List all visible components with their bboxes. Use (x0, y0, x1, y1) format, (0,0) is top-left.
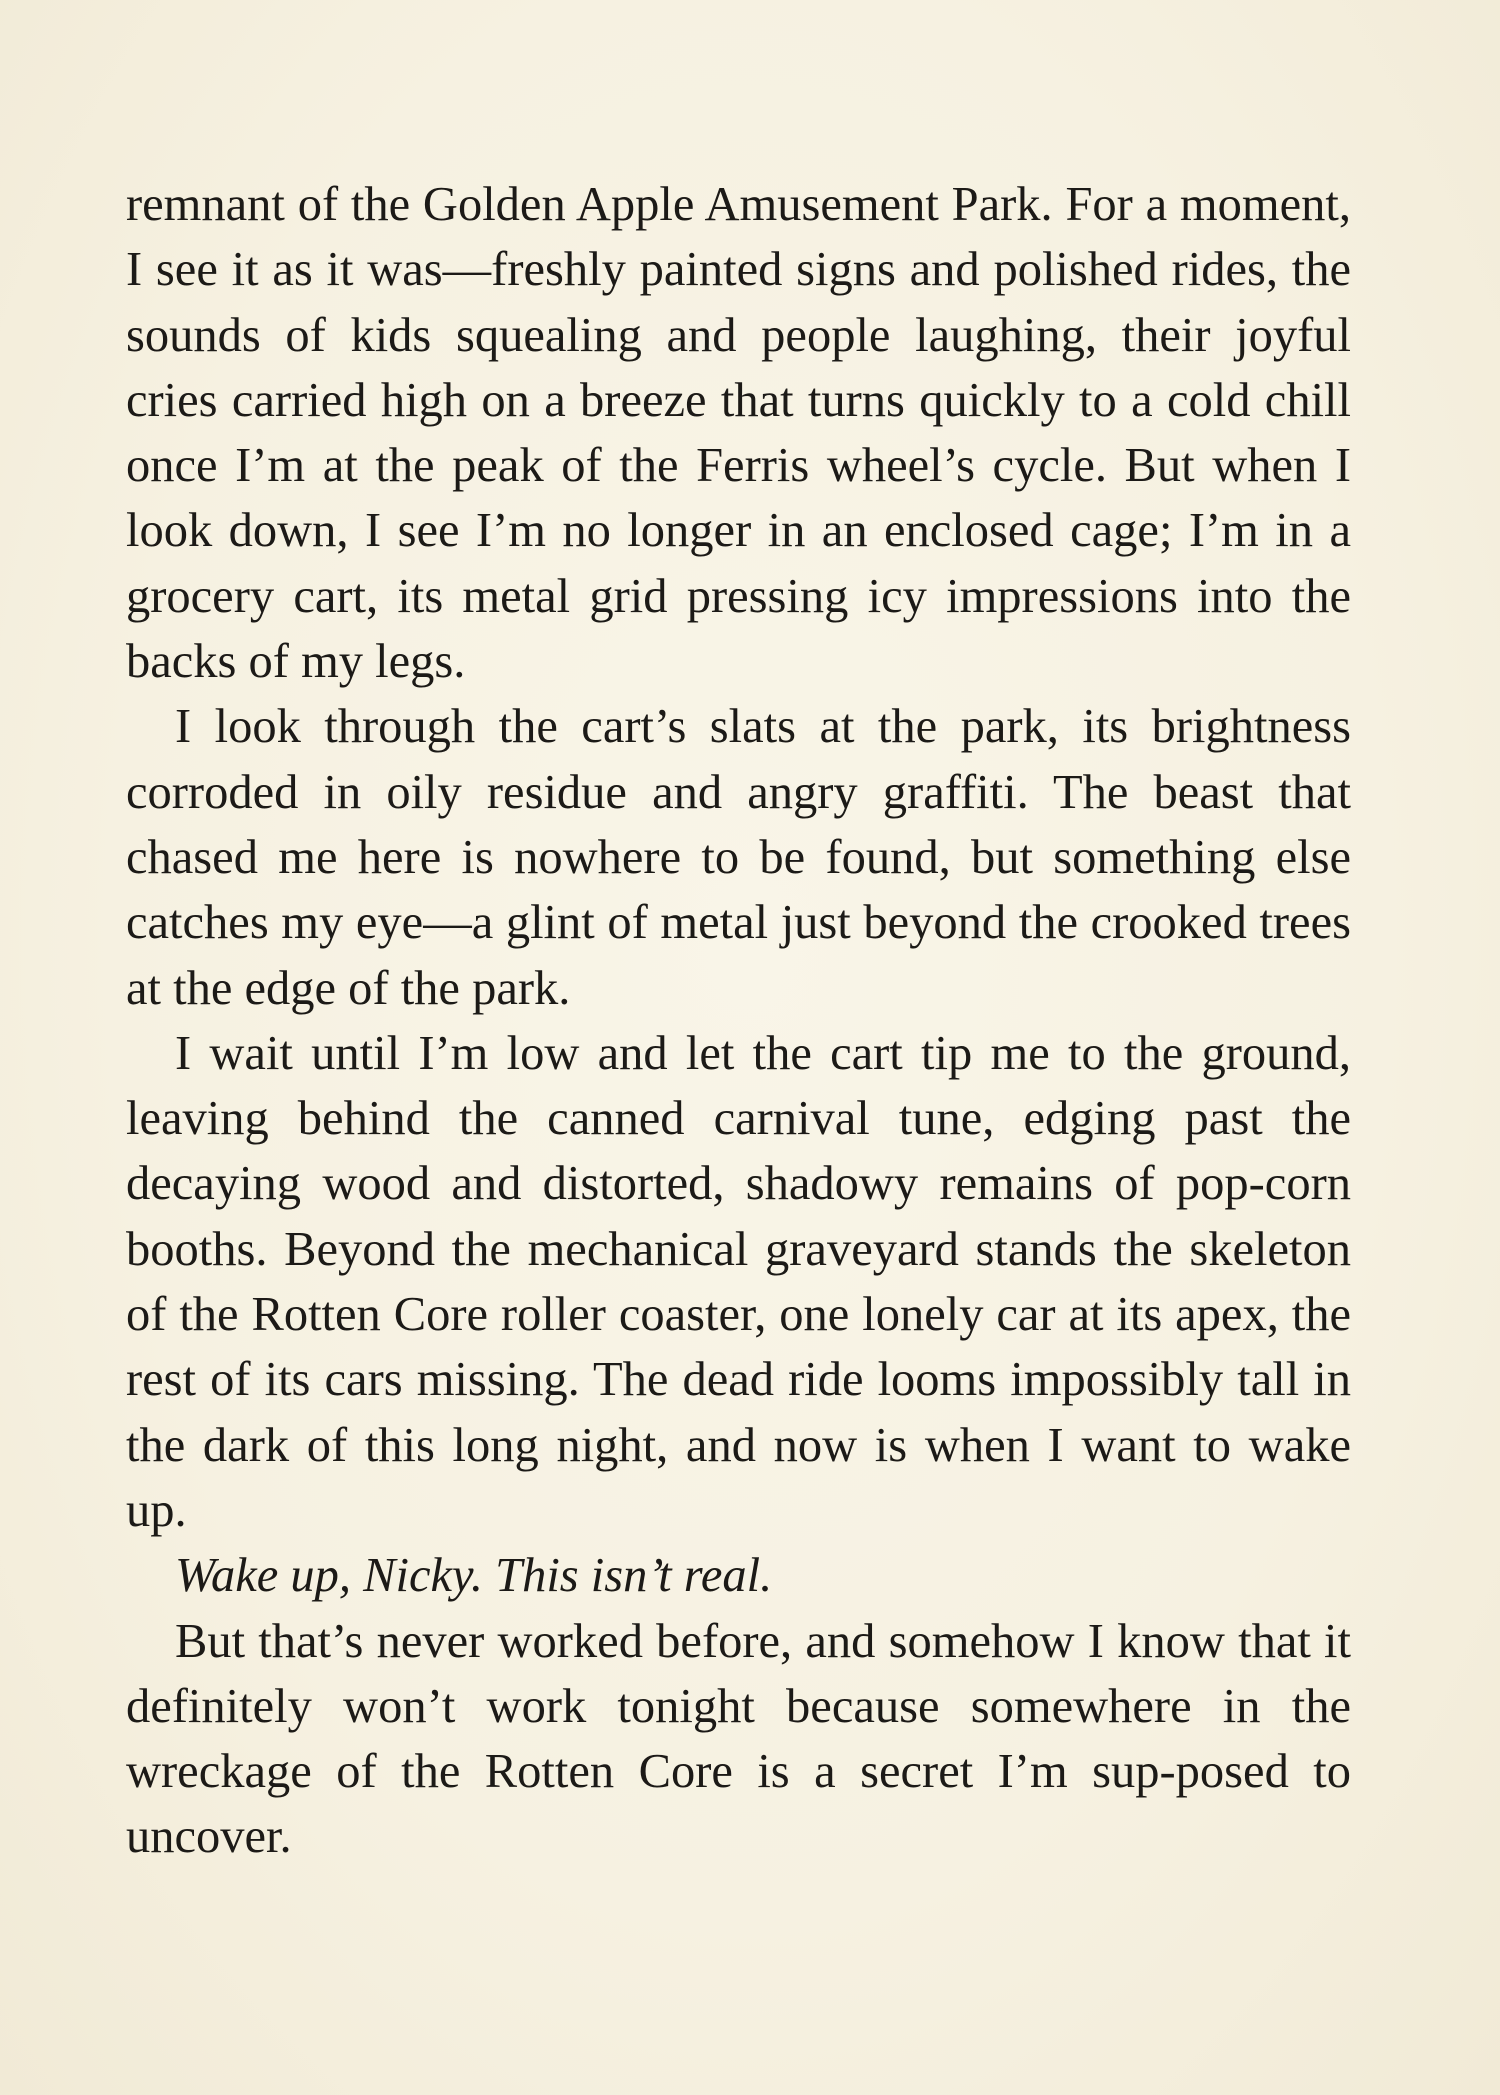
paragraph-4-italic-thought: Wake up, Nicky. This isn’t real. (175, 1549, 773, 1603)
paragraph-5: But that’s never worked before, and somehow I know that it definitely won’t work tonight because somewhere in the wreckage of the Rotten Core is a secret I’m sup-posed to uncover. (126, 1614, 1351, 1864)
body-text (126, 172, 1351, 1870)
paragraph-1: remnant of the Golden Apple Amusement Park. For a moment, I see it as it was—freshly painted signs and polished rides, the sounds of kids squealing and people laughing, their joyful cries carried high on a breeze that turns quickly to a cold chill once I’m at the peak of the Ferris wheel’s cycle. But when I look down, I see I’m no longer in an enclosed cage; I’m in a grocery cart, its metal grid pressing icy impressions into the backs of my legs. (126, 178, 1351, 689)
paragraph-3: I wait until I’m low and let the cart tip me to the ground, leaving behind the canned carnival tune, edging past the decaying wood and distorted, shadowy remains of pop-corn booths. Beyond the mechanical graveyard stands the skeleton of the Rotten Core roller coaster, one lonely car at its apex, the rest of its cars missing. The dead ride looms impossibly tall in the dark of this long night, and now is when I want to wake up. (126, 1026, 1351, 1537)
paragraph-2: I look through the cart’s slats at the park, its brightness corroded in oily residue and angry graffiti. The beast that chased me here is nowhere to be found, but something else catches my eye—a glint of metal just beyond the crooked trees at the edge of the park. (126, 700, 1351, 1015)
